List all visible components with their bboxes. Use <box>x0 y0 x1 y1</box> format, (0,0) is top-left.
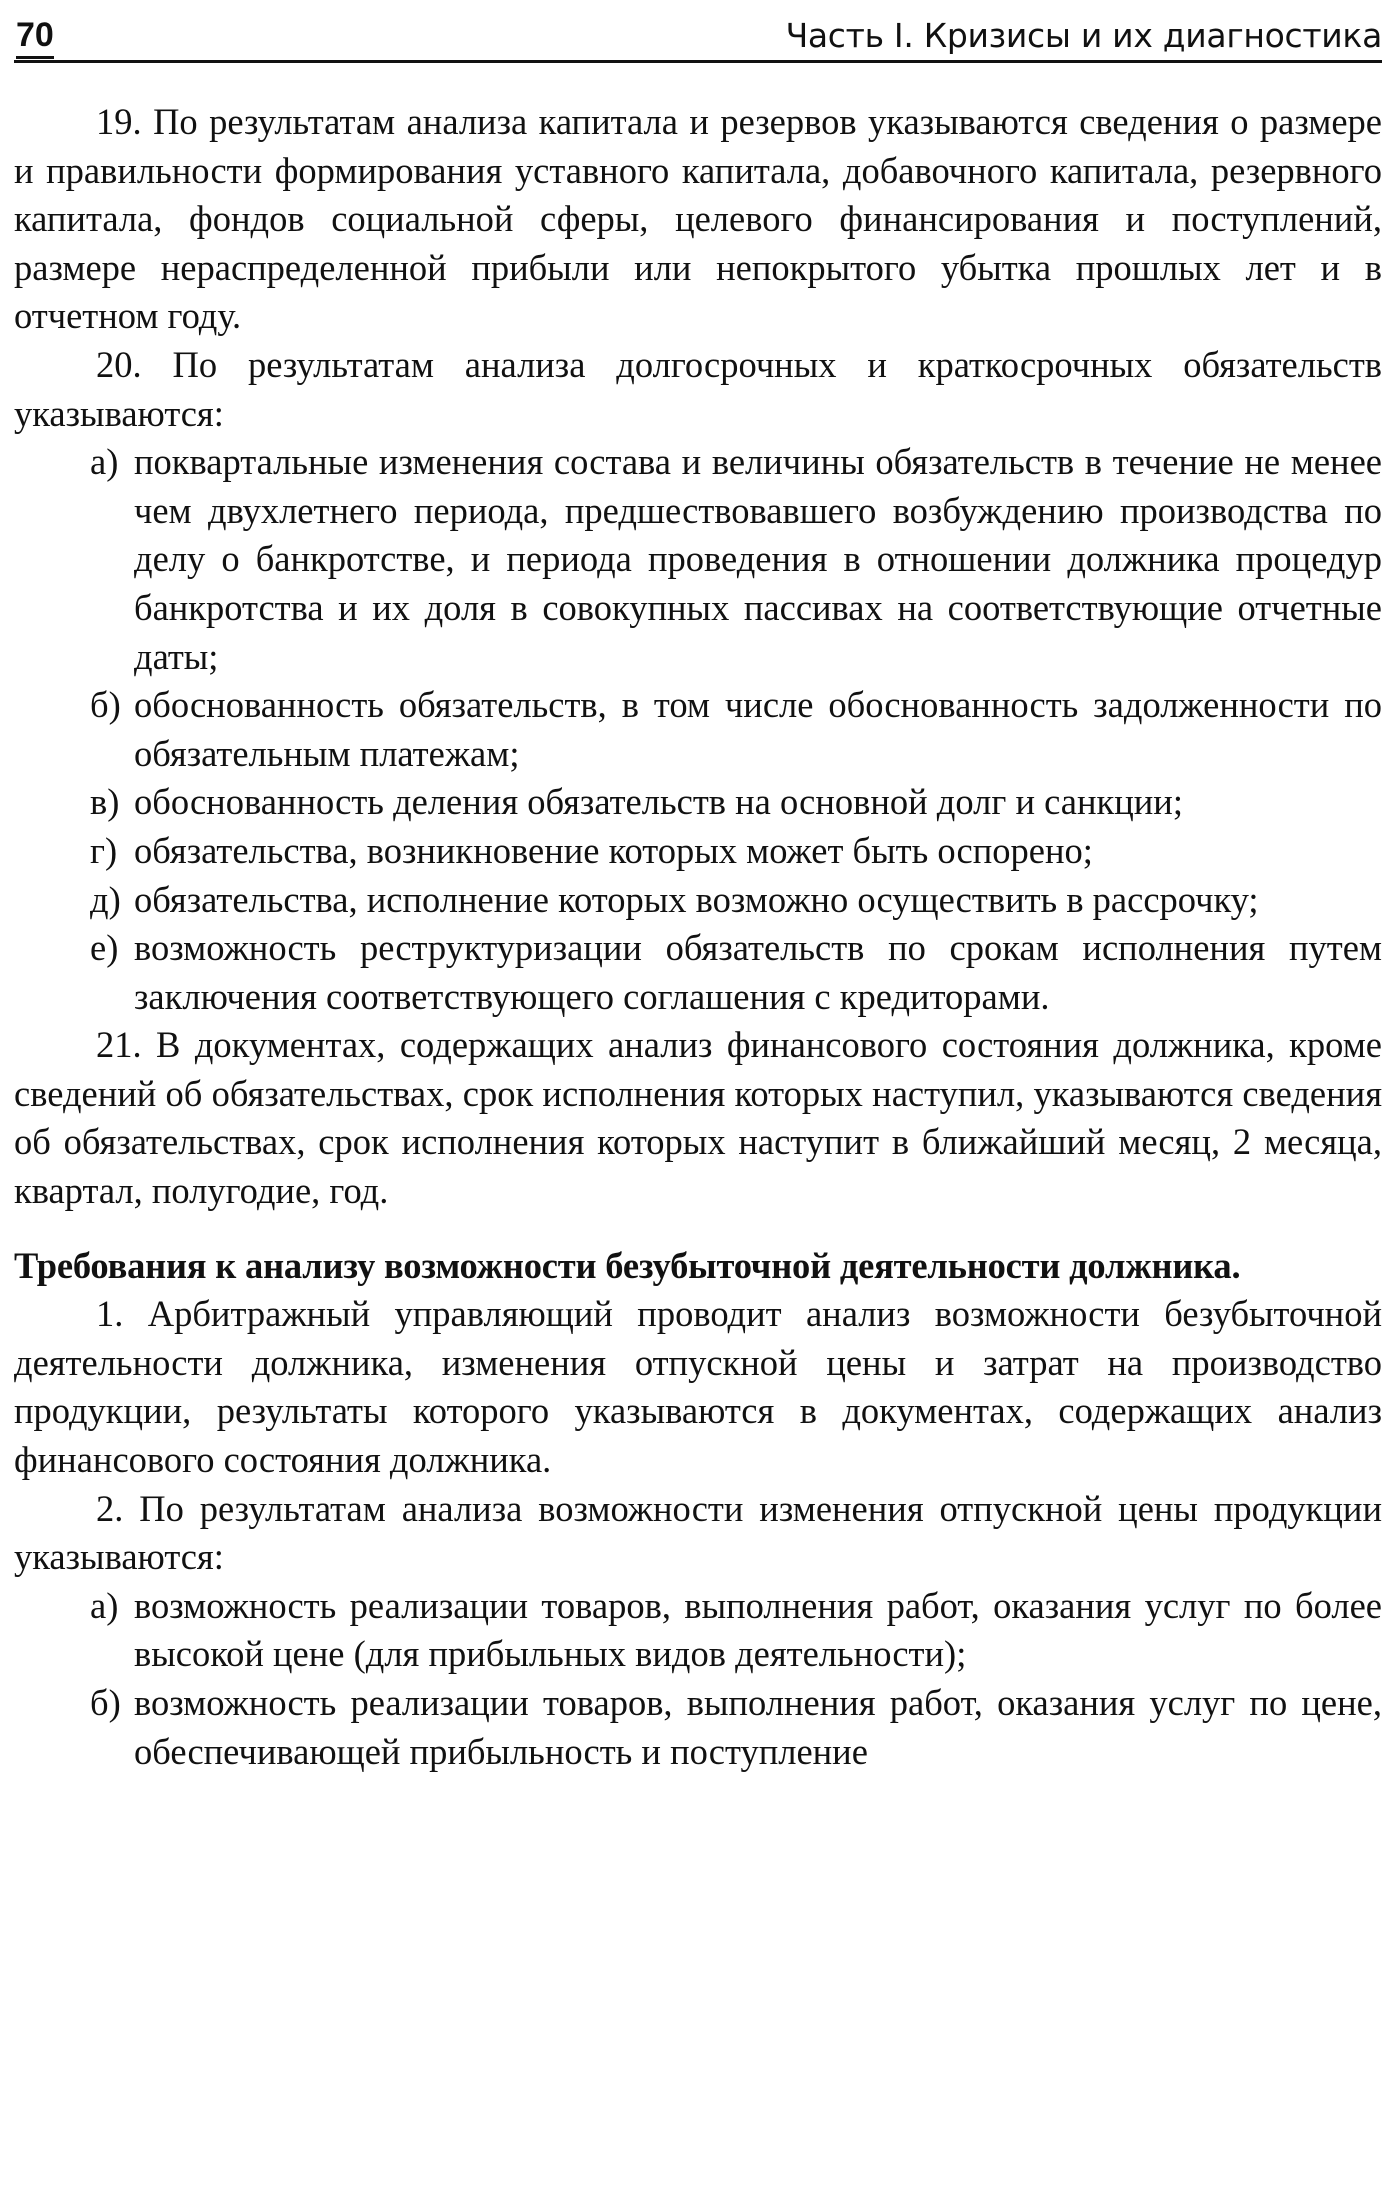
list-item-text: обоснованность деления обязательств на основной долг и санкции; <box>134 781 1183 823</box>
body-text <box>14 98 1382 1776</box>
paragraph-19: 19. По результатам анализа капитала и резервов указываются сведения о размере и правильности формирования уставного капитала, добавочного капитала, резервного капитала, фондов социальной сферы, целевого финансирования и поступлений, размере нераспределенной прибыли или непокрытого убытка прошлых лет и в отчетном году. <box>14 101 1382 337</box>
list-marker: а) <box>90 441 119 483</box>
list-marker: а) <box>90 1584 119 1626</box>
list-obligations <box>14 438 1382 1021</box>
list-marker: б) <box>90 684 121 726</box>
list-item-text: возможность реструктуризации обязательств по срокам исполнения путем заключения соответствующего соглашения с кредиторами. <box>134 927 1382 1017</box>
list-item <box>14 681 1382 778</box>
list-marker: е) <box>90 927 119 969</box>
list-item <box>14 778 1382 827</box>
list-item <box>14 438 1382 681</box>
list-item <box>14 876 1382 925</box>
paragraph-20: 20. По результатам анализа долгосрочных и краткосрочных обязательств указываются: <box>14 343 1382 434</box>
running-head: Часть I. Кризисы и их диагностика <box>785 16 1382 55</box>
list-item-text: поквартальные изменения состава и величины обязательств в течение не менее чем двухлетнего периода, предшествовавшего возбуждению производства по делу о банкротстве, и периода проведения в отношении должника процедур банкротства и их доля в совокупных пассивах на соответствующие отчетные даты; <box>134 441 1382 677</box>
list-item-text: обязательства, исполнение которых возможно осуществить в рассрочку; <box>134 878 1259 920</box>
paragraph-21: 21. В документах, содержащих анализ финансового состояния должника, кроме сведений об обязательствах, срок исполнения которых наступил, указываются сведения об обязательствах, срок исполнения которых наступит в ближайший месяц, 2 месяца, квартал, полугодие, год. <box>14 1024 1382 1212</box>
paragraph-item-1: 1. Арбитражный управляющий проводит анализ возможности безубыточной деятельности должника, изменения отпускной цены и затрат на производство продукции, результаты которого указываются в документах, содержащих анализ финансового состояния должника. <box>14 1293 1382 1481</box>
document-page <box>14 0 1386 2210</box>
list-item-text: обязательства, возникновение которых может быть оспорено; <box>134 829 1093 871</box>
list-item <box>14 827 1382 876</box>
list-item <box>14 924 1382 1021</box>
list-price-change <box>14 1582 1382 1776</box>
list-item <box>14 1679 1382 1776</box>
section-heading: Требования к анализу возможности безубыточной деятельности должника. <box>14 1244 1241 1286</box>
paragraph-item-2: 2. По результатам анализа возможности изменения отпускной цены продукции указываются: <box>14 1487 1382 1578</box>
list-item-text: обоснованность обязательств, в том числе обоснованность задолженности по обязательным платежам; <box>134 684 1382 774</box>
list-item-text: возможность реализации товаров, выполнения работ, оказания услуг по цене, обеспечивающей прибыльность и поступление <box>134 1682 1382 1772</box>
list-item-text: возможность реализации товаров, выполнения работ, оказания услуг по более высокой цене (для прибыльных видов деятельности); <box>134 1584 1382 1675</box>
list-marker: д) <box>90 878 121 920</box>
list-marker: г) <box>90 829 118 871</box>
list-marker: в) <box>90 781 120 823</box>
list-marker: б) <box>90 1682 121 1723</box>
list-item <box>14 1582 1382 1679</box>
page-number: 70 <box>16 14 54 59</box>
page-header <box>14 14 1382 63</box>
